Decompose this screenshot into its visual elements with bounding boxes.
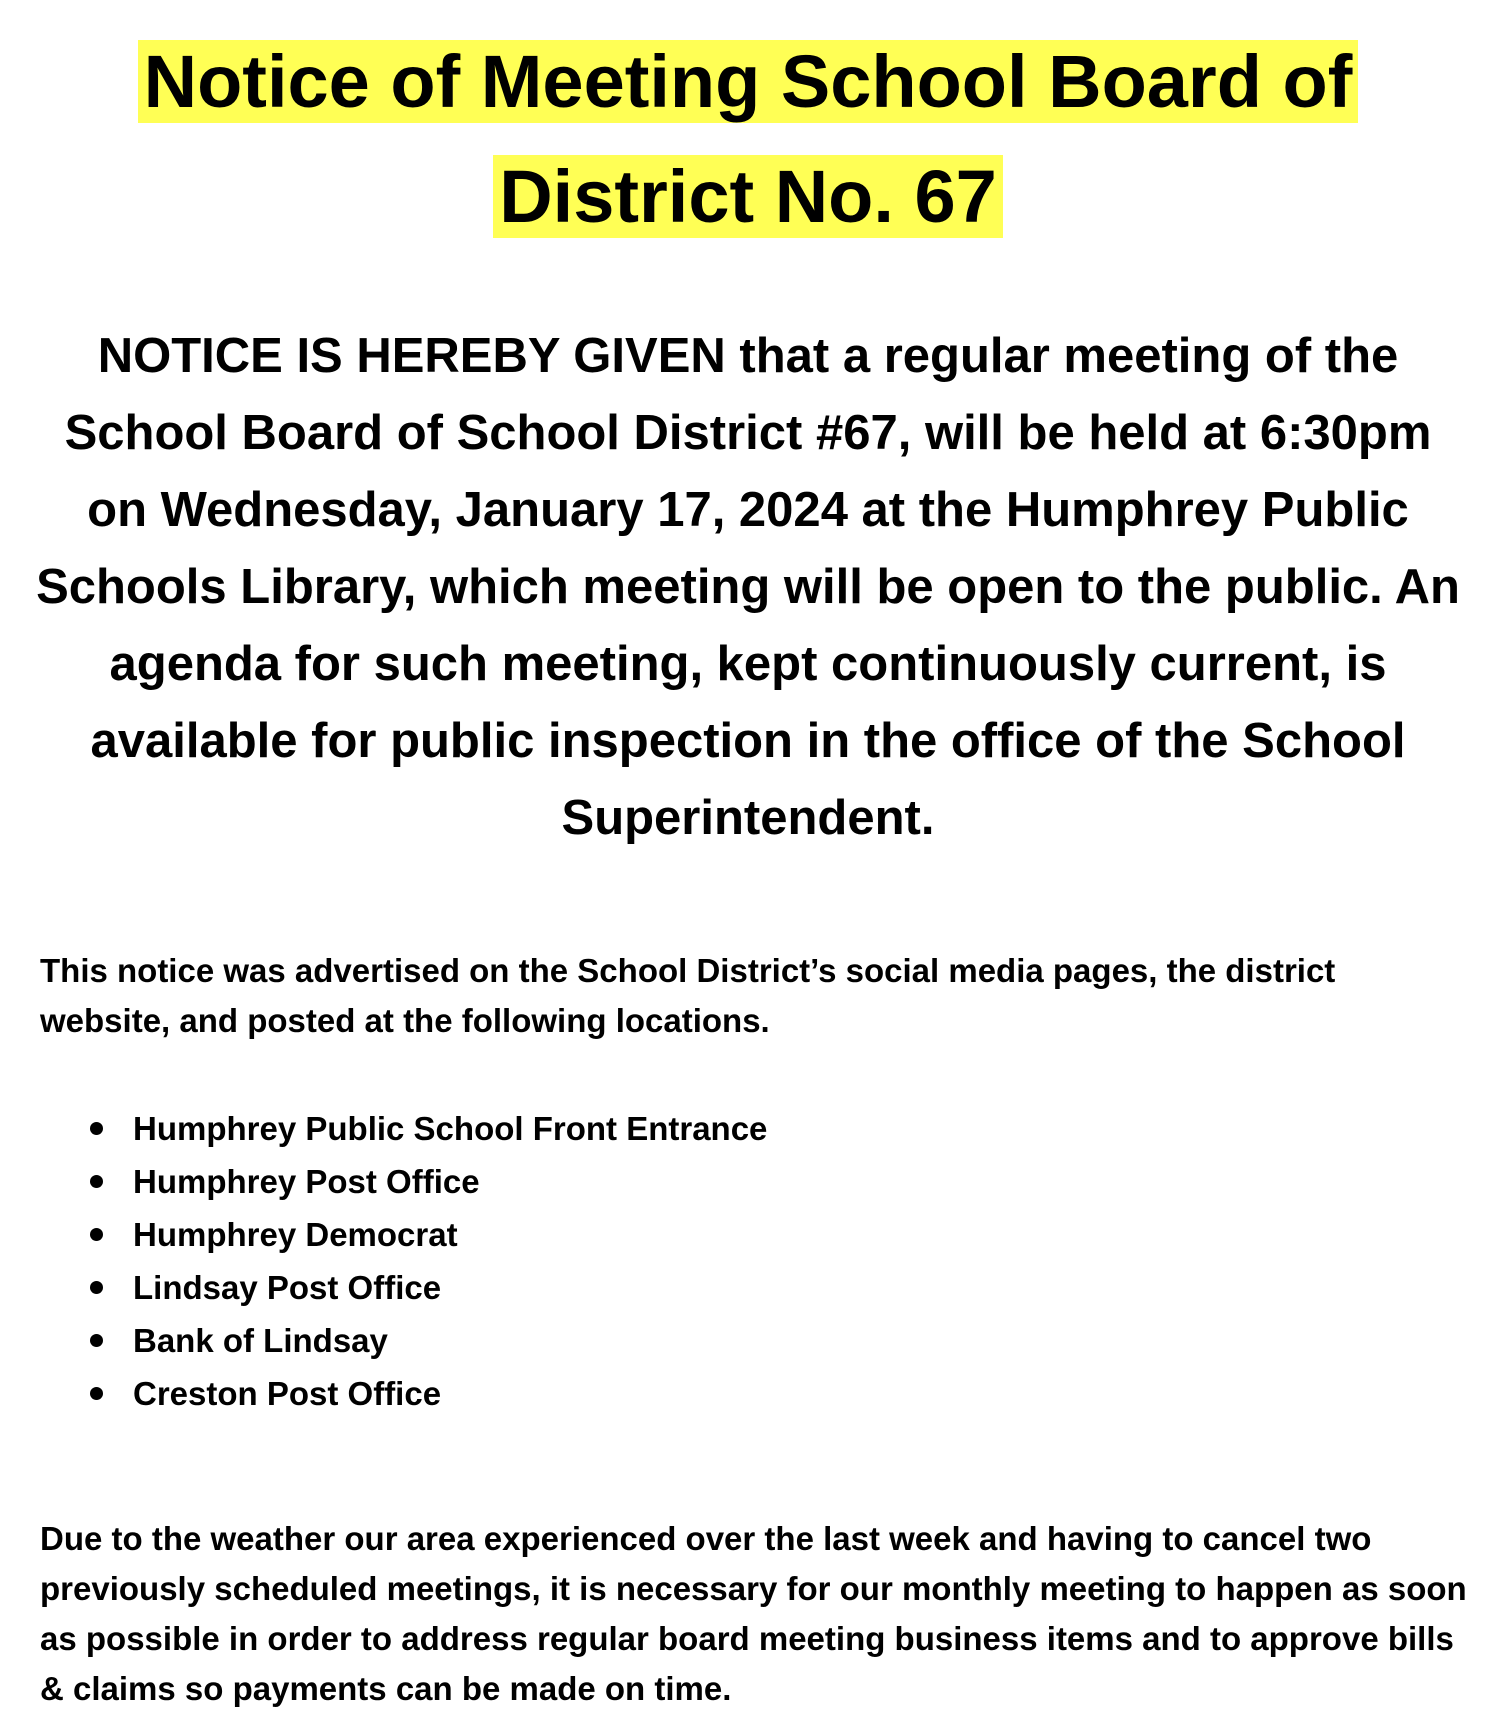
bullet-icon — [90, 1334, 103, 1347]
location-label: Humphrey Democrat — [133, 1216, 458, 1253]
bullet-icon — [90, 1281, 103, 1294]
list-item — [40, 1102, 767, 1155]
notice-body: that a regular meeting of the School Board of School District #67, will be held at 6:30pm on Wednesday, January 17, 2024 at the Humphrey Public Schools Library, which meeting will be open to the public. An agenda for such meeting, kept continuously current, is available for public inspection in the office of the School Superintendent. — [36, 329, 1460, 845]
location-label: Humphrey Public School Front Entrance — [133, 1110, 768, 1147]
list-item — [40, 1155, 767, 1208]
location-label: Bank of Lindsay — [133, 1322, 388, 1359]
bullet-icon — [90, 1175, 103, 1188]
location-label: Lindsay Post Office — [133, 1269, 442, 1306]
title-line-2: District No. 67 — [493, 155, 1003, 238]
page-title — [0, 24, 1496, 254]
location-label: Creston Post Office — [133, 1375, 442, 1412]
bullet-icon — [90, 1122, 103, 1135]
list-item — [40, 1314, 767, 1367]
list-item — [40, 1367, 767, 1420]
bullet-icon — [90, 1387, 103, 1400]
list-item — [40, 1208, 767, 1261]
meeting-notice-paragraph — [30, 318, 1466, 857]
advertised-paragraph: This notice was advertised on the School District’s social media pages, the district website, and posted at the following locations. — [40, 952, 1336, 1039]
weather-explanation-paragraph: Due to the weather our area experienced over the last week and having to cancel two previously scheduled meetings, it is necessary for our monthly meeting to happen as soon as possible in order to address regular board meeting business items and to approve bills & claims so payments can be made on time. — [40, 1520, 1467, 1707]
posting-locations-list — [40, 1102, 767, 1420]
bullet-icon — [90, 1228, 103, 1241]
location-label: Humphrey Post Office — [133, 1163, 480, 1200]
notice-emphasis: NOTICE IS HEREBY GIVEN — [97, 329, 726, 383]
list-item — [40, 1261, 767, 1314]
title-line-1: Notice of Meeting School Board of — [138, 40, 1359, 123]
